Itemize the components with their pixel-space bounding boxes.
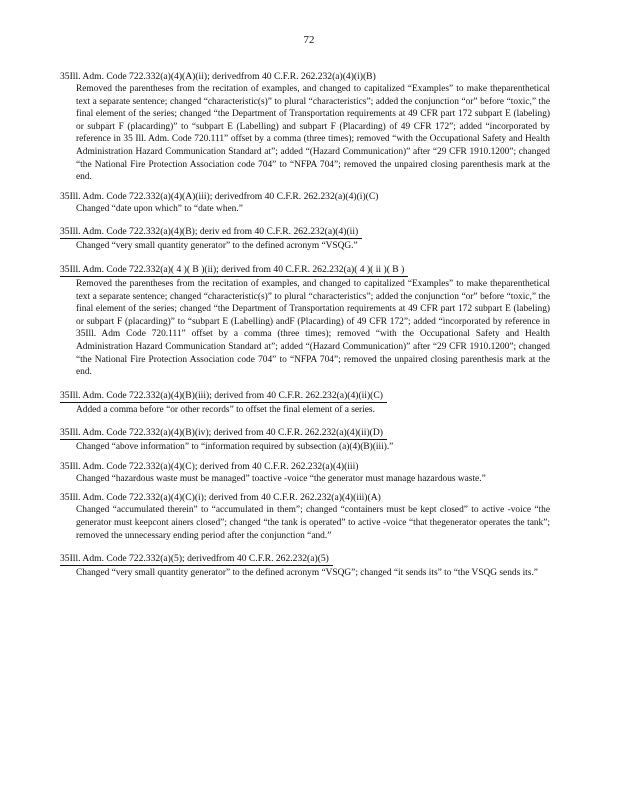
entry-3	[60, 221, 550, 253]
entry-paragraph: Changed “very small quantity generator” to the defined acronym “VSQG”; changed “it sends its” to “the VSQG sends its.”	[76, 568, 538, 579]
entry-7	[60, 460, 550, 486]
entry-citation: 35Ill. Adm. Code 722.332(a)(4)(A)(ii); derivedfrom 40 C.F.R. 262.232(a)(4)(i)(B)	[60, 71, 376, 82]
entry-paragraph: Removed the parentheses from the recitation of examples, and changed to capitalized “Examples” to make theparenthetical text a separate sentence; changed “characteristic(s)” to plural “characteristics”; added the conjunction “or” before “toxic,” the final element of the series; changed “the Department of Transportation requirements at 49 CFR part 172 subpart E (labeling) or subpart F (placarding)” to “subpart E (Labelling) andF (Placarding) of 49 CFR 172”; added “incorporated by reference in 35Ill. Adm Code 720.111” offset by a comma (three times); removed “with the Occupational Safety and Health Administration Hazard Communication Standard at”; added “(Hazard Communication)” after “29 CFR 1910.1200”; changed “the National Fire Protection Association code 704” to “NFPA 704”; removed the unpaired closing parenthesis mark at the end.	[76, 278, 550, 378]
entry-5	[60, 385, 550, 417]
entry-2	[60, 190, 550, 216]
entry-citation: 35Ill. Adm. Code 722.332(a)(4)(B)(iii); derived from 40 C.F.R. 262.232(a)(4)(ii)(C)	[60, 389, 387, 403]
entry-4	[60, 259, 550, 379]
page-number: 72	[303, 34, 315, 46]
entry-citation: 35Ill. Adm. Code 722.332(a)(4)(A)(iii); derivedfrom 40 C.F.R. 262.232(a)(4)(i)(C)	[60, 190, 379, 202]
entry-1	[60, 70, 550, 184]
entry-paragraph: Changed “above information” to “information required by subsection (a)(4)(B)(iii).”	[76, 442, 394, 453]
entry-paragraph: Changed “accumulated therein” to “accumulated in them”; changed “containers must be kept closed” to active -voice “the generator must keepcont ainers closed”; changed “the tank is operated” to active -voice “that thegenerator operates the tank”; removed the unnecessary ending period after the conjunction “and.”	[76, 505, 550, 541]
entry-citation: 35Ill. Adm. Code 722.332(a)(5); derivedfrom 40 C.F.R. 262.232(a)(5)	[60, 552, 333, 566]
entry-paragraph: Changed “very small quantity generator” to the defined acronym “VSQG.”	[76, 241, 358, 252]
entry-paragraph: Added a comma before “or other records” to offset the final element of a series.	[76, 404, 375, 415]
entry-paragraph: Changed “hazardous waste must be managed” toactive -voice “the generator must manage hazardous waste.”	[76, 473, 486, 484]
entry-paragraph: Changed “date upon which” to “date when.”	[76, 203, 243, 214]
entry-citation: 35Ill. Adm. Code 722.332(a)( 4 )( B )(ii); derived from 40 C.F.R. 262.232(a)( 4 )( ii )( B )	[60, 263, 408, 277]
derivation-notes	[60, 70, 550, 586]
entry-9	[60, 548, 550, 580]
entry-8	[60, 491, 550, 542]
entry-citation: 35Ill. Adm. Code 722.332(a)(4)(C)(i); derived from 40 C.F.R. 262.232(a)(4)(iii)(A)	[60, 492, 381, 504]
entry-citation: 35Ill. Adm. Code 722.332(a)(4)(C); derived from 40 C.F.R. 262.232(a)(4)(iii)	[60, 460, 359, 472]
entry-citation: 35Ill. Adm. Code 722.332(a)(4)(B)(iv); derived from 40 C.F.R. 262.232(a)(4)(ii)(D)	[60, 426, 387, 440]
entry-paragraph: Removed the parentheses from the recitation of examples, and changed to capitalized “Examples” to make theparenthetical text a separate sentence; changed “characteristic(s)” to plural “characteristics”; added the conjunction “or” before “toxic,” the final element of the series; changed “the Department of Transportation requirements at 49 CFR part 172 subpart E (labeling) or subpart F (placarding)” to “subpart E (Labelling) and subpart F (Placarding) of 49 CFR 172”; added “incorporated by reference in 35 Ill. Adm. Code 720.111” offset by a comma (three times); removed “with the Occupational Safety and Health Administration Hazard Communication Standard at”; added “(Hazard Communication)” after “29 CFR 1910.1200”; changed “the National Fire Protection Association code 704” to “NFPA 704”; removed the unpaired closing parenthesis mark at the end.	[76, 84, 550, 183]
entry-6	[60, 422, 550, 454]
entry-citation: 35Ill. Adm. Code 722.332(a)(4)(B); deriv ed from 40 C.F.R. 262.232(a)(4)(ii)	[60, 225, 362, 239]
